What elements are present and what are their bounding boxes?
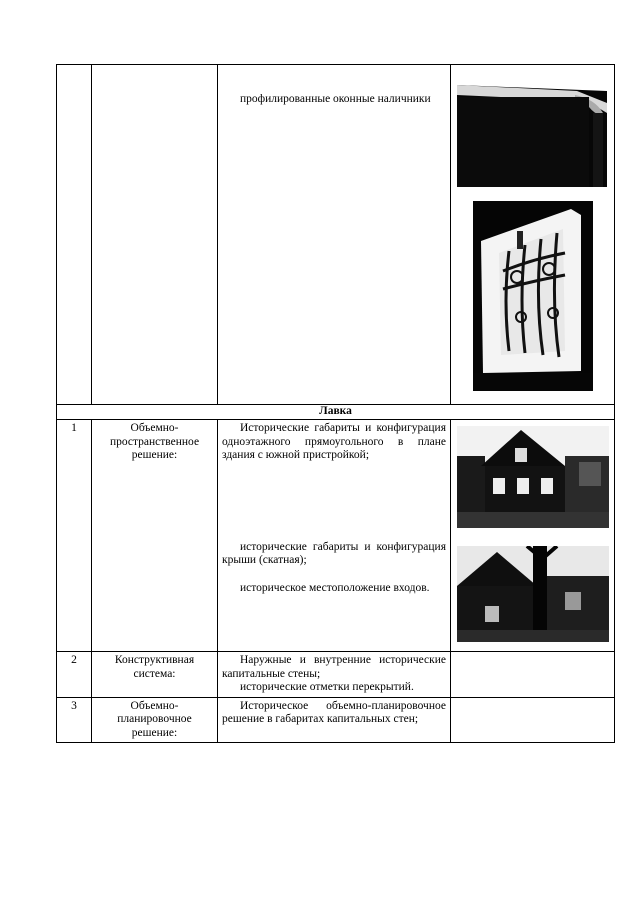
desc-cell — [218, 652, 451, 698]
desc-paragraph: исторические габариты и конфигурация крыши (скатная); — [222, 540, 446, 566]
row-number: 1 — [57, 420, 92, 652]
photo-cell — [451, 697, 615, 743]
section-title: Лавка — [57, 405, 615, 420]
desc-cell — [218, 420, 451, 652]
desc-paragraph: исторические отметки перекрытий. — [240, 681, 414, 693]
element-name: Объемно-пространственное решение: — [92, 420, 218, 652]
table-row — [57, 65, 615, 405]
heritage-elements-table — [56, 64, 615, 743]
house-side-photo — [457, 546, 609, 642]
table-row — [57, 697, 615, 743]
row-number: 3 — [57, 697, 92, 743]
window-grille-photo — [473, 201, 593, 391]
element-name: Объемно-планировочное решение: — [92, 697, 218, 743]
section-row — [57, 405, 615, 420]
element-cell — [92, 65, 218, 405]
num-cell — [57, 65, 92, 405]
desc-paragraph: Историческое объемно-планировочное решение в габаритах капитальных стен; — [222, 699, 446, 725]
desc-paragraph: Наружные и внутренние исторические капитальные стены; — [222, 654, 446, 680]
desc-cell — [218, 697, 451, 743]
table-row — [57, 652, 615, 698]
element-name: Конструктивная система: — [92, 652, 218, 698]
photo-cell — [451, 65, 615, 405]
cornice-photo — [457, 73, 607, 187]
row-number: 2 — [57, 652, 92, 698]
desc-text: профилированные оконные наличники — [240, 93, 431, 105]
desc-paragraph: Исторические габариты и конфигурация одноэтажного прямоугольного в плане здания с южной пристройкой; — [222, 422, 446, 461]
desc-paragraph: историческое местоположение входов. — [240, 581, 430, 594]
desc-cell — [218, 65, 451, 405]
photo-cell — [451, 652, 615, 698]
house-facade-photo — [457, 426, 609, 528]
table-row — [57, 420, 615, 652]
photo-cell — [451, 420, 615, 652]
